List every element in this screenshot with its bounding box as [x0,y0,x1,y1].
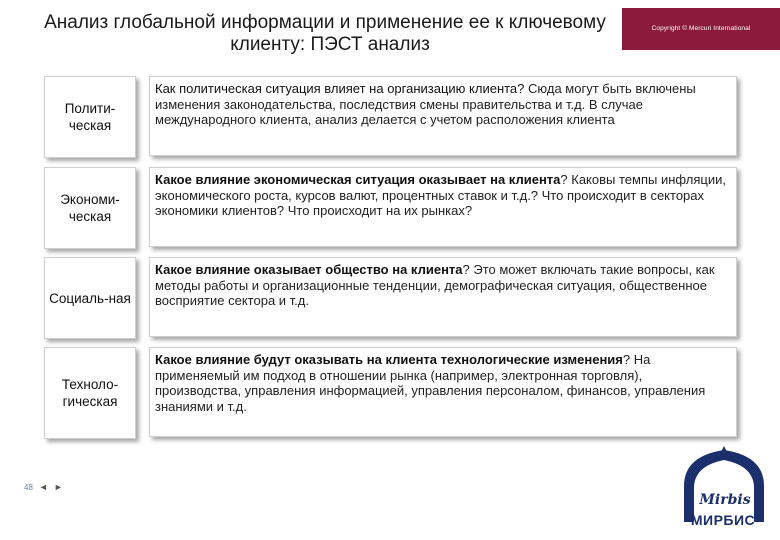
row-question: Как политическая ситуация влияет на организацию клиента? [155,81,525,96]
row-label: Полити-ческая [64,101,116,133]
row-question: Какое влияние будут оказывать на клиента технологические изменения [155,352,623,367]
row-text: ? На применяемый им подход в отношении рынка (например, электронная торговля), производства, управления информацией, управления персоналом, финансов, управления знаниями и т.д. [155,352,706,414]
slide-title-line2: клиенту: ПЭСТ анализ [230,34,430,55]
row-label: Социаль-ная [49,290,131,306]
copyright-banner: Copyright © Mercuri International [622,8,780,50]
row-label: Техноло-гическая [61,377,119,409]
logo-script-text: Mirbis [699,492,751,508]
row-question: Какое влияние оказывает общество на клиента [155,262,463,277]
desc-box-social [149,257,737,337]
label-box-technological [44,347,136,439]
page-number: 48 [24,482,33,492]
next-arrow-icon[interactable]: ► [53,482,63,492]
desc-box-political [149,76,737,156]
slide-footer [24,482,63,492]
prev-arrow-icon[interactable]: ◄ [38,482,48,492]
desc-box-economic [149,167,737,247]
label-box-economic [44,167,136,249]
label-box-political [44,76,136,158]
row-text: ? Каковы темпы инфляции, экономического роста, курсов валют, процентных ставок и т.д.? Что происходит в секторах экономики клиентов? Что происходит на их рынках? [155,172,727,218]
slide-title [20,12,630,56]
desc-box-technological [149,347,737,437]
row-label: Экономи-ческая [60,192,120,224]
row-question: Какое влияние экономическая ситуация оказывает на клиента [155,172,561,187]
slide-title-line1: Анализ глобальной информации и применение ее к ключевому [44,12,606,33]
label-box-social [44,257,136,339]
row-text: ? Это может включать такие вопросы, как методы работы и организационные тенденции, демографическая ситуация, общественное восприятие сектора и т.д. [155,262,715,308]
logo-wordmark: МИРБИС [690,512,756,528]
row-text: Сюда могут быть включены изменения законодательства, последствия смены правительства и т.д. В случае международного клиента, анализ делается с учетом расположения клиента [155,81,696,127]
